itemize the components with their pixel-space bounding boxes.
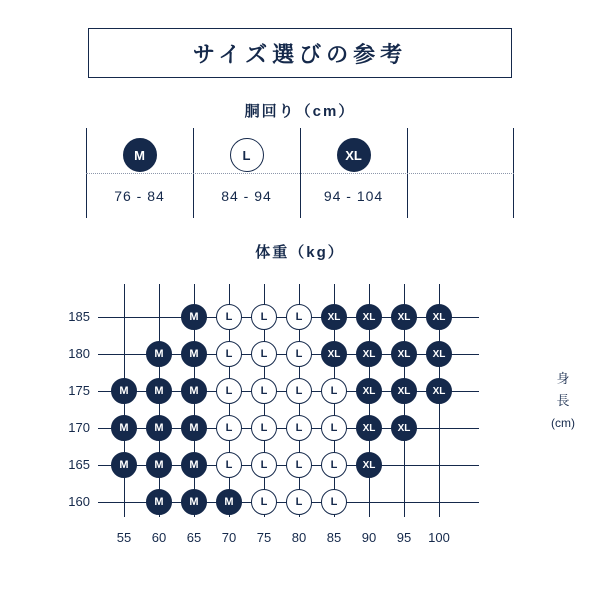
- size-cell-160-65: M: [181, 489, 207, 515]
- title-box: [88, 28, 512, 78]
- size-cell-175-95: XL: [391, 378, 417, 404]
- size-cell-170-70: L: [216, 415, 242, 441]
- y-axis-label-160: 160: [68, 494, 90, 509]
- x-axis-label-55: 55: [116, 530, 132, 545]
- size-cell-170-80: L: [286, 415, 312, 441]
- size-cell-170-60: M: [146, 415, 172, 441]
- height-axis-label-line2: 長: [556, 393, 570, 408]
- size-cell-185-95: XL: [391, 304, 417, 330]
- x-axis-label-65: 65: [186, 530, 202, 545]
- size-cell-185-90: XL: [356, 304, 382, 330]
- x-axis-label-60: 60: [151, 530, 167, 545]
- height-axis-unit: (cm): [551, 416, 575, 430]
- size-cell-185-85: XL: [321, 304, 347, 330]
- size-cell-175-75: L: [251, 378, 277, 404]
- x-axis-label-70: 70: [221, 530, 237, 545]
- size-cell-170-90: XL: [356, 415, 382, 441]
- size-cell-160-85: L: [321, 489, 347, 515]
- x-axis-label-95: 95: [396, 530, 412, 545]
- size-cell-165-75: L: [251, 452, 277, 478]
- size-cell-165-80: L: [286, 452, 312, 478]
- x-axis-label-90: 90: [361, 530, 377, 545]
- x-axis-label-85: 85: [326, 530, 342, 545]
- size-cell-180-85: XL: [321, 341, 347, 367]
- y-axis-label-185: 185: [68, 309, 90, 324]
- size-cell-175-85: L: [321, 378, 347, 404]
- waist-size-badge-xl: XL: [337, 138, 371, 172]
- size-cell-175-60: M: [146, 378, 172, 404]
- size-cell-165-85: L: [321, 452, 347, 478]
- size-cell-175-90: XL: [356, 378, 382, 404]
- size-cell-165-55: M: [111, 452, 137, 478]
- size-cell-180-90: XL: [356, 341, 382, 367]
- x-axis-label-80: 80: [291, 530, 307, 545]
- y-axis-label-175: 175: [68, 383, 90, 398]
- x-axis-label-100: 100: [428, 530, 450, 545]
- size-cell-165-90: XL: [356, 452, 382, 478]
- size-cell-165-65: M: [181, 452, 207, 478]
- size-cell-175-65: M: [181, 378, 207, 404]
- size-cell-175-80: L: [286, 378, 312, 404]
- size-cell-160-60: M: [146, 489, 172, 515]
- height-axis-label: [540, 368, 586, 434]
- size-cell-165-70: L: [216, 452, 242, 478]
- waist-size-badge-m: M: [123, 138, 157, 172]
- x-axis-label-75: 75: [256, 530, 272, 545]
- y-axis-label-170: 170: [68, 420, 90, 435]
- size-cell-180-65: M: [181, 341, 207, 367]
- size-cell-170-55: M: [111, 415, 137, 441]
- size-cell-180-60: M: [146, 341, 172, 367]
- size-cell-165-60: M: [146, 452, 172, 478]
- size-cell-185-80: L: [286, 304, 312, 330]
- size-cell-185-75: L: [251, 304, 277, 330]
- size-cell-180-70: L: [216, 341, 242, 367]
- size-cell-180-80: L: [286, 341, 312, 367]
- size-cell-175-55: M: [111, 378, 137, 404]
- size-cell-180-75: L: [251, 341, 277, 367]
- size-cell-170-65: M: [181, 415, 207, 441]
- waist-section-heading: 胴回り（cm）: [244, 103, 356, 120]
- size-cell-175-70: L: [216, 378, 242, 404]
- size-cell-185-100: XL: [426, 304, 452, 330]
- size-cell-180-100: XL: [426, 341, 452, 367]
- waist-range-m: 76 - 84: [114, 188, 165, 204]
- waist-dotted-separator: [86, 173, 514, 174]
- weight-section-heading: 体重（kg）: [255, 244, 345, 261]
- page-title: サイズ選びの参考: [192, 41, 408, 67]
- waist-table: [86, 128, 514, 218]
- size-cell-185-65: M: [181, 304, 207, 330]
- y-axis-label-180: 180: [68, 346, 90, 361]
- size-cell-175-100: XL: [426, 378, 452, 404]
- waist-size-badge-l: L: [230, 138, 264, 172]
- size-cell-185-70: L: [216, 304, 242, 330]
- waist-range-xl: 94 - 104: [323, 188, 384, 204]
- size-matrix: [0, 264, 600, 580]
- size-cell-180-95: XL: [391, 341, 417, 367]
- size-cell-160-80: L: [286, 489, 312, 515]
- size-cell-170-85: L: [321, 415, 347, 441]
- size-cell-160-70: M: [216, 489, 242, 515]
- height-axis-label-line1: 身: [556, 371, 570, 386]
- y-axis-label-165: 165: [68, 457, 90, 472]
- waist-range-l: 84 - 94: [221, 188, 272, 204]
- size-cell-170-95: XL: [391, 415, 417, 441]
- size-cell-160-75: L: [251, 489, 277, 515]
- size-cell-170-75: L: [251, 415, 277, 441]
